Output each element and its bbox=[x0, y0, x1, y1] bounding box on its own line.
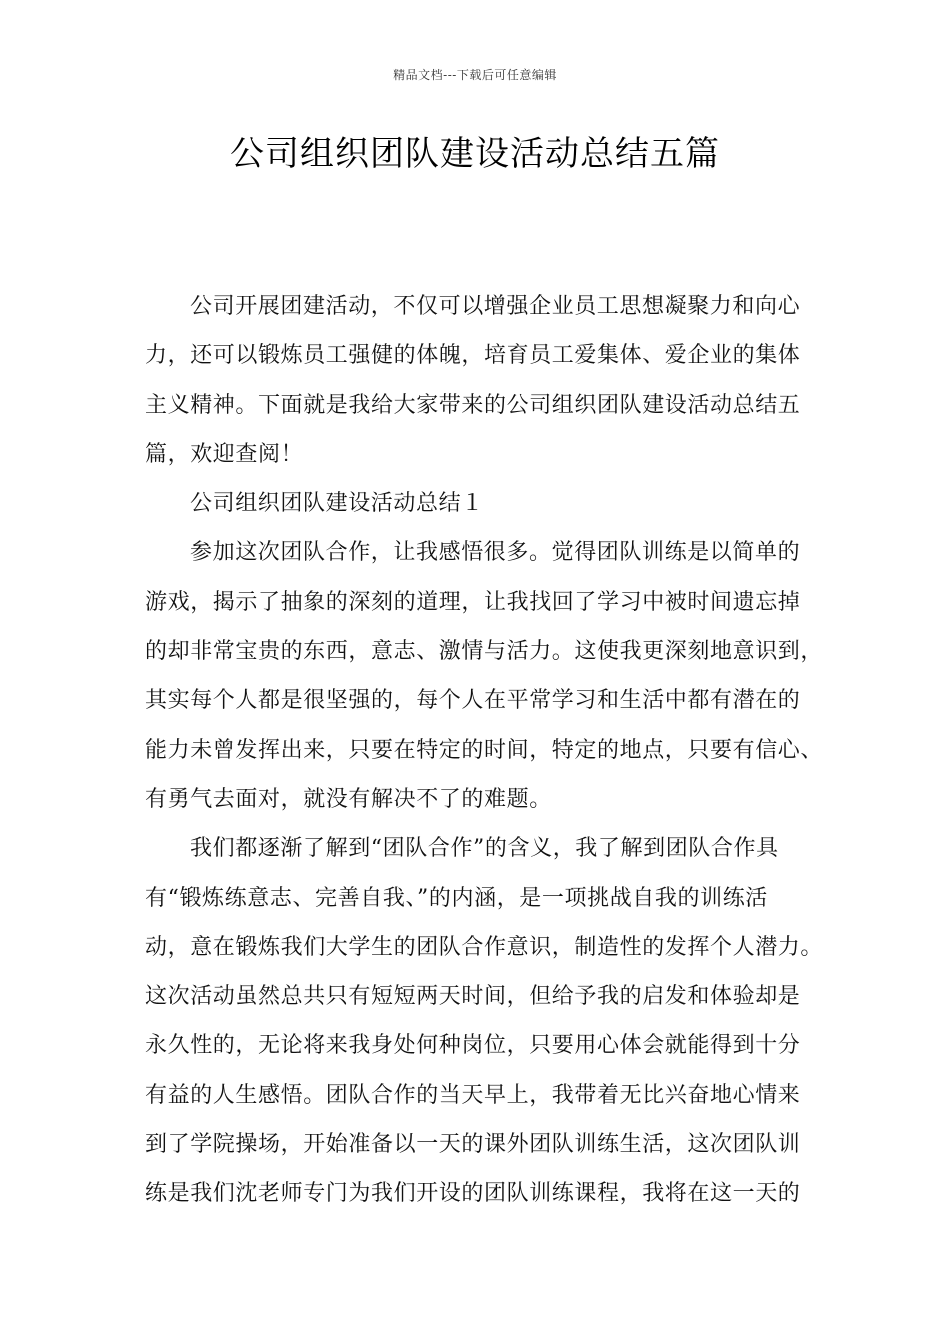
document-title: 公司组织团队建设活动总结五篇 bbox=[230, 134, 720, 174]
text-line: 练是我们沈老师专门为我们开设的团队训练课程，我将在这一天的 bbox=[145, 1181, 801, 1207]
text-line: 主义精神。下面就是我给大家带来的公司组织团队建设活动总结五 bbox=[145, 392, 801, 418]
text-line: 这次活动虽然总共只有短短两天时间，但给予我的启发和体验却是 bbox=[145, 984, 801, 1010]
text-line: 公司组织团队建设活动总结１ bbox=[190, 491, 484, 517]
body-text bbox=[145, 282, 825, 1219]
text-line: 有“锻炼练意志、完善自我、”的内涵，是一项挑战自我的训练活 bbox=[145, 885, 768, 911]
text-line: 公司开展团建活动，不仅可以增强企业员工思想凝聚力和向心 bbox=[190, 294, 801, 319]
text-line: 的却非常宝贵的东西，意志、激情与活力。这使我更深刻地意识到， bbox=[145, 639, 824, 665]
header-note: 精品文档---下载后可任意编辑 bbox=[393, 68, 557, 82]
text-line: 篇，欢迎查阅！ bbox=[145, 441, 304, 467]
text-line: 我们都逐渐了解到“团队合作”的含义，我了解到团队合作具 bbox=[190, 836, 779, 862]
text-line: 有勇气去面对，就没有解决不了的难题。 bbox=[145, 786, 552, 812]
text-line: 有益的人生感悟。团队合作的当天早上，我带着无比兴奋地心情来 bbox=[145, 1082, 801, 1108]
text-line: 永久性的，无论将来我身处何种岗位，只要用心体会就能得到十分 bbox=[145, 1033, 801, 1059]
text-line: 其实每个人都是很坚强的，每个人在平常学习和生活中都有潜在的 bbox=[145, 688, 801, 714]
text-line: 参加这次团队合作，让我感悟很多。觉得团队训练是以简单的 bbox=[190, 540, 801, 566]
text-line: 动，意在锻炼我们大学生的团队合作意识，制造性的发挥个人潜力。 bbox=[145, 934, 824, 960]
text-line: 力，还可以锻炼员工强健的体魄，培育员工爱集体、爱企业的集体 bbox=[145, 343, 801, 369]
text-line: 能力未曾发挥出来，只要在特定的时间，特定的地点，只要有信心、 bbox=[145, 737, 824, 763]
text-line: 游戏，揭示了抽象的深刻的道理，让我找回了学习中被时间遗忘掉 bbox=[145, 589, 801, 615]
text-line: 到了学院操场，开始准备以一天的课外团队训练生活，这次团队训 bbox=[145, 1132, 801, 1158]
